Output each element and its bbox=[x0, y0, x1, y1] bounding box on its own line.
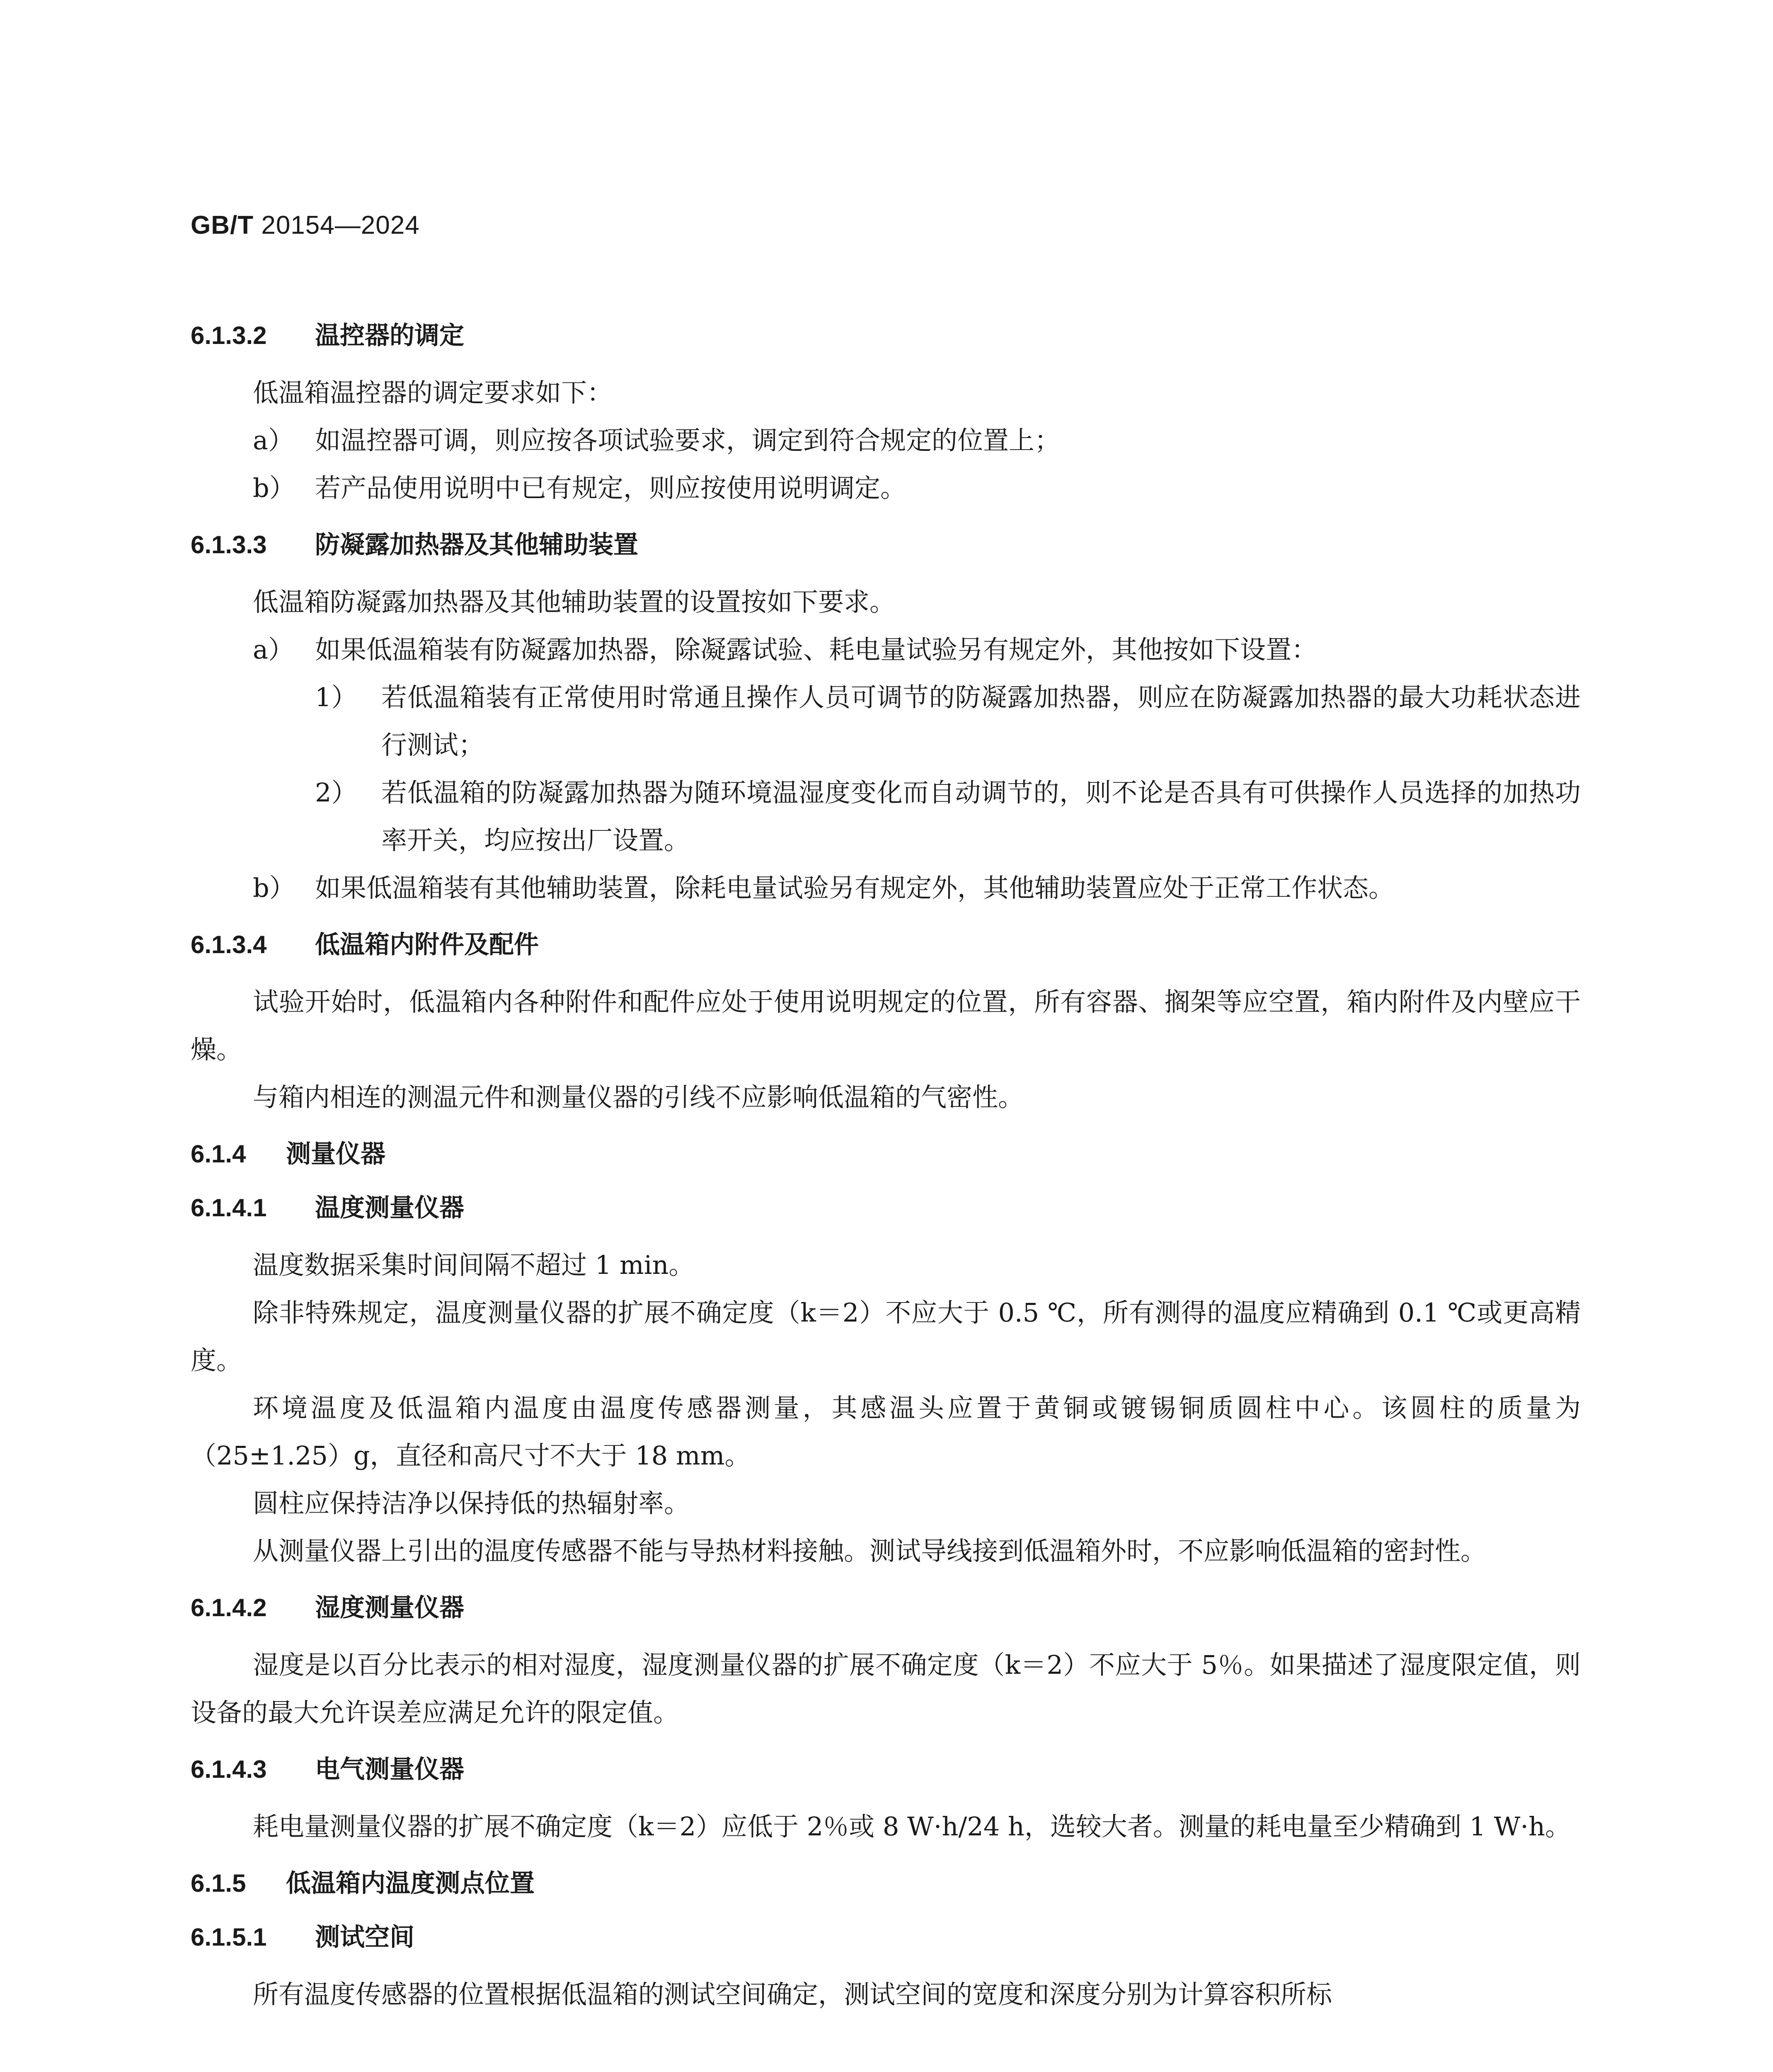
sub-list-marker: 2） bbox=[315, 777, 357, 808]
list-item bbox=[191, 464, 1581, 512]
standard-number: 20154—2024 bbox=[261, 211, 420, 240]
paragraph: 所有温度传感器的位置根据低温箱的测试空间确定，测试空间的宽度和深度分别为计算容积所标 bbox=[253, 1979, 1332, 2009]
section-title: 电气测量仪器 bbox=[315, 1755, 464, 1784]
paragraph: 除非特殊规定，温度测量仪器的扩展不确定度（k＝2）不应大于 0.5 ℃，所有测得的温度应精确到 0.1 ℃或更高精度。 bbox=[191, 1297, 1581, 1375]
list-item bbox=[191, 864, 1581, 912]
section-number: 6.1.4.1 bbox=[191, 1194, 267, 1222]
section-title: 防凝露加热器及其他辅助装置 bbox=[315, 530, 638, 559]
paragraph: 低温箱温控器的调定要求如下： bbox=[253, 378, 613, 408]
list-marker: b） bbox=[253, 473, 295, 503]
paragraph: 耗电量测量仪器的扩展不确定度（k＝2）应低于 2％或 8 W·h/24 h，选较大者。测量的耗电量至少精确到 1 W·h。 bbox=[253, 1811, 1571, 1842]
sub-list-item bbox=[191, 673, 1581, 769]
heading-6-1-3-4 bbox=[191, 924, 1581, 966]
paragraph: 环境温度及低温箱内温度由温度传感器测量，其感温头应置于黄铜或镀锡铜质圆柱中心。该圆柱的质量为（25±1.25）g，直径和高尺寸不大于 18 mm。 bbox=[191, 1393, 1581, 1471]
document-body bbox=[191, 315, 1581, 2018]
heading-6-1-3-2 bbox=[191, 315, 1581, 356]
paragraph: 温度数据采集时间间隔不超过 1 min。 bbox=[253, 1250, 695, 1280]
list-marker: b） bbox=[253, 873, 295, 903]
heading-6-1-5-1 bbox=[191, 1917, 1581, 1958]
heading-6-1-3-3 bbox=[191, 524, 1581, 566]
section-title: 湿度测量仪器 bbox=[315, 1593, 464, 1622]
section-title: 测量仪器 bbox=[286, 1140, 385, 1169]
list-item-text: 如果低温箱装有防凝露加热器，除凝露试验、耗电量试验另有规定外，其他按如下设置： bbox=[315, 634, 1318, 665]
section-title: 低温箱内温度测点位置 bbox=[286, 1869, 535, 1898]
standard-code: GB/T bbox=[191, 211, 254, 240]
section-title: 温度测量仪器 bbox=[315, 1193, 464, 1222]
section-number: 6.1.5 bbox=[191, 1869, 246, 1897]
section-number: 6.1.3.3 bbox=[191, 531, 267, 559]
section-number: 6.1.3.4 bbox=[191, 931, 267, 959]
section-title: 温控器的调定 bbox=[315, 321, 464, 350]
paragraph: 湿度是以百分比表示的相对湿度，湿度测量仪器的扩展不确定度（k＝2）不应大于 5％。如果描述了湿度限定值，则设备的最大允许误差应满足允许的限定值。 bbox=[191, 1650, 1581, 1728]
paragraph: 圆柱应保持洁净以保持低的热辐射率。 bbox=[253, 1488, 690, 1518]
list-item-text: 若产品使用说明中已有规定，则应按使用说明调定。 bbox=[315, 473, 906, 503]
sub-list-item-text: 若低温箱的防凝露加热器为随环境温湿度变化而自动调节的，则不论是否具有可供操作人员选择的加热功率开关，均应按出厂设置。 bbox=[381, 777, 1581, 855]
list-item bbox=[191, 626, 1581, 673]
heading-6-1-4 bbox=[191, 1133, 1581, 1175]
heading-6-1-4-1 bbox=[191, 1187, 1581, 1229]
document-header bbox=[191, 211, 420, 240]
sub-list-item bbox=[191, 769, 1581, 864]
sub-list-item-text: 若低温箱装有正常使用时常通且操作人员可调节的防凝露加热器，则应在防凝露加热器的最大功耗状态进行测试； bbox=[381, 682, 1581, 760]
heading-6-1-5 bbox=[191, 1863, 1581, 1904]
sub-list-marker: 1） bbox=[315, 682, 357, 712]
heading-6-1-4-2 bbox=[191, 1587, 1581, 1629]
list-marker: a） bbox=[253, 634, 294, 665]
paragraph: 从测量仪器上引出的温度传感器不能与导热材料接触。测试导线接到低温箱外时，不应影响低温箱的密封性。 bbox=[253, 1536, 1487, 1566]
section-number: 6.1.4 bbox=[191, 1140, 246, 1168]
section-number: 6.1.4.3 bbox=[191, 1755, 267, 1783]
list-item-text: 如果低温箱装有其他辅助装置，除耗电量试验另有规定外，其他辅助装置应处于正常工作状态。 bbox=[315, 873, 1395, 903]
paragraph: 低温箱防凝露加热器及其他辅助装置的设置按如下要求。 bbox=[253, 587, 896, 617]
list-marker: a） bbox=[253, 425, 294, 455]
section-title: 测试空间 bbox=[315, 1923, 414, 1952]
paragraph: 与箱内相连的测温元件和测量仪器的引线不应影响低温箱的气密性。 bbox=[253, 1082, 1024, 1112]
section-number: 6.1.5.1 bbox=[191, 1923, 267, 1951]
section-title: 低温箱内附件及配件 bbox=[315, 930, 539, 959]
list-item-text: 如温控器可调，则应按各项试验要求，调定到符合规定的位置上； bbox=[315, 425, 1061, 455]
section-number: 6.1.3.2 bbox=[191, 322, 267, 349]
section-number: 6.1.4.2 bbox=[191, 1594, 267, 1622]
heading-6-1-4-3 bbox=[191, 1749, 1581, 1790]
paragraph: 试验开始时，低温箱内各种附件和配件应处于使用说明规定的位置，所有容器、搁架等应空置，箱内附件及内壁应干燥。 bbox=[191, 987, 1581, 1065]
list-item bbox=[191, 416, 1581, 464]
